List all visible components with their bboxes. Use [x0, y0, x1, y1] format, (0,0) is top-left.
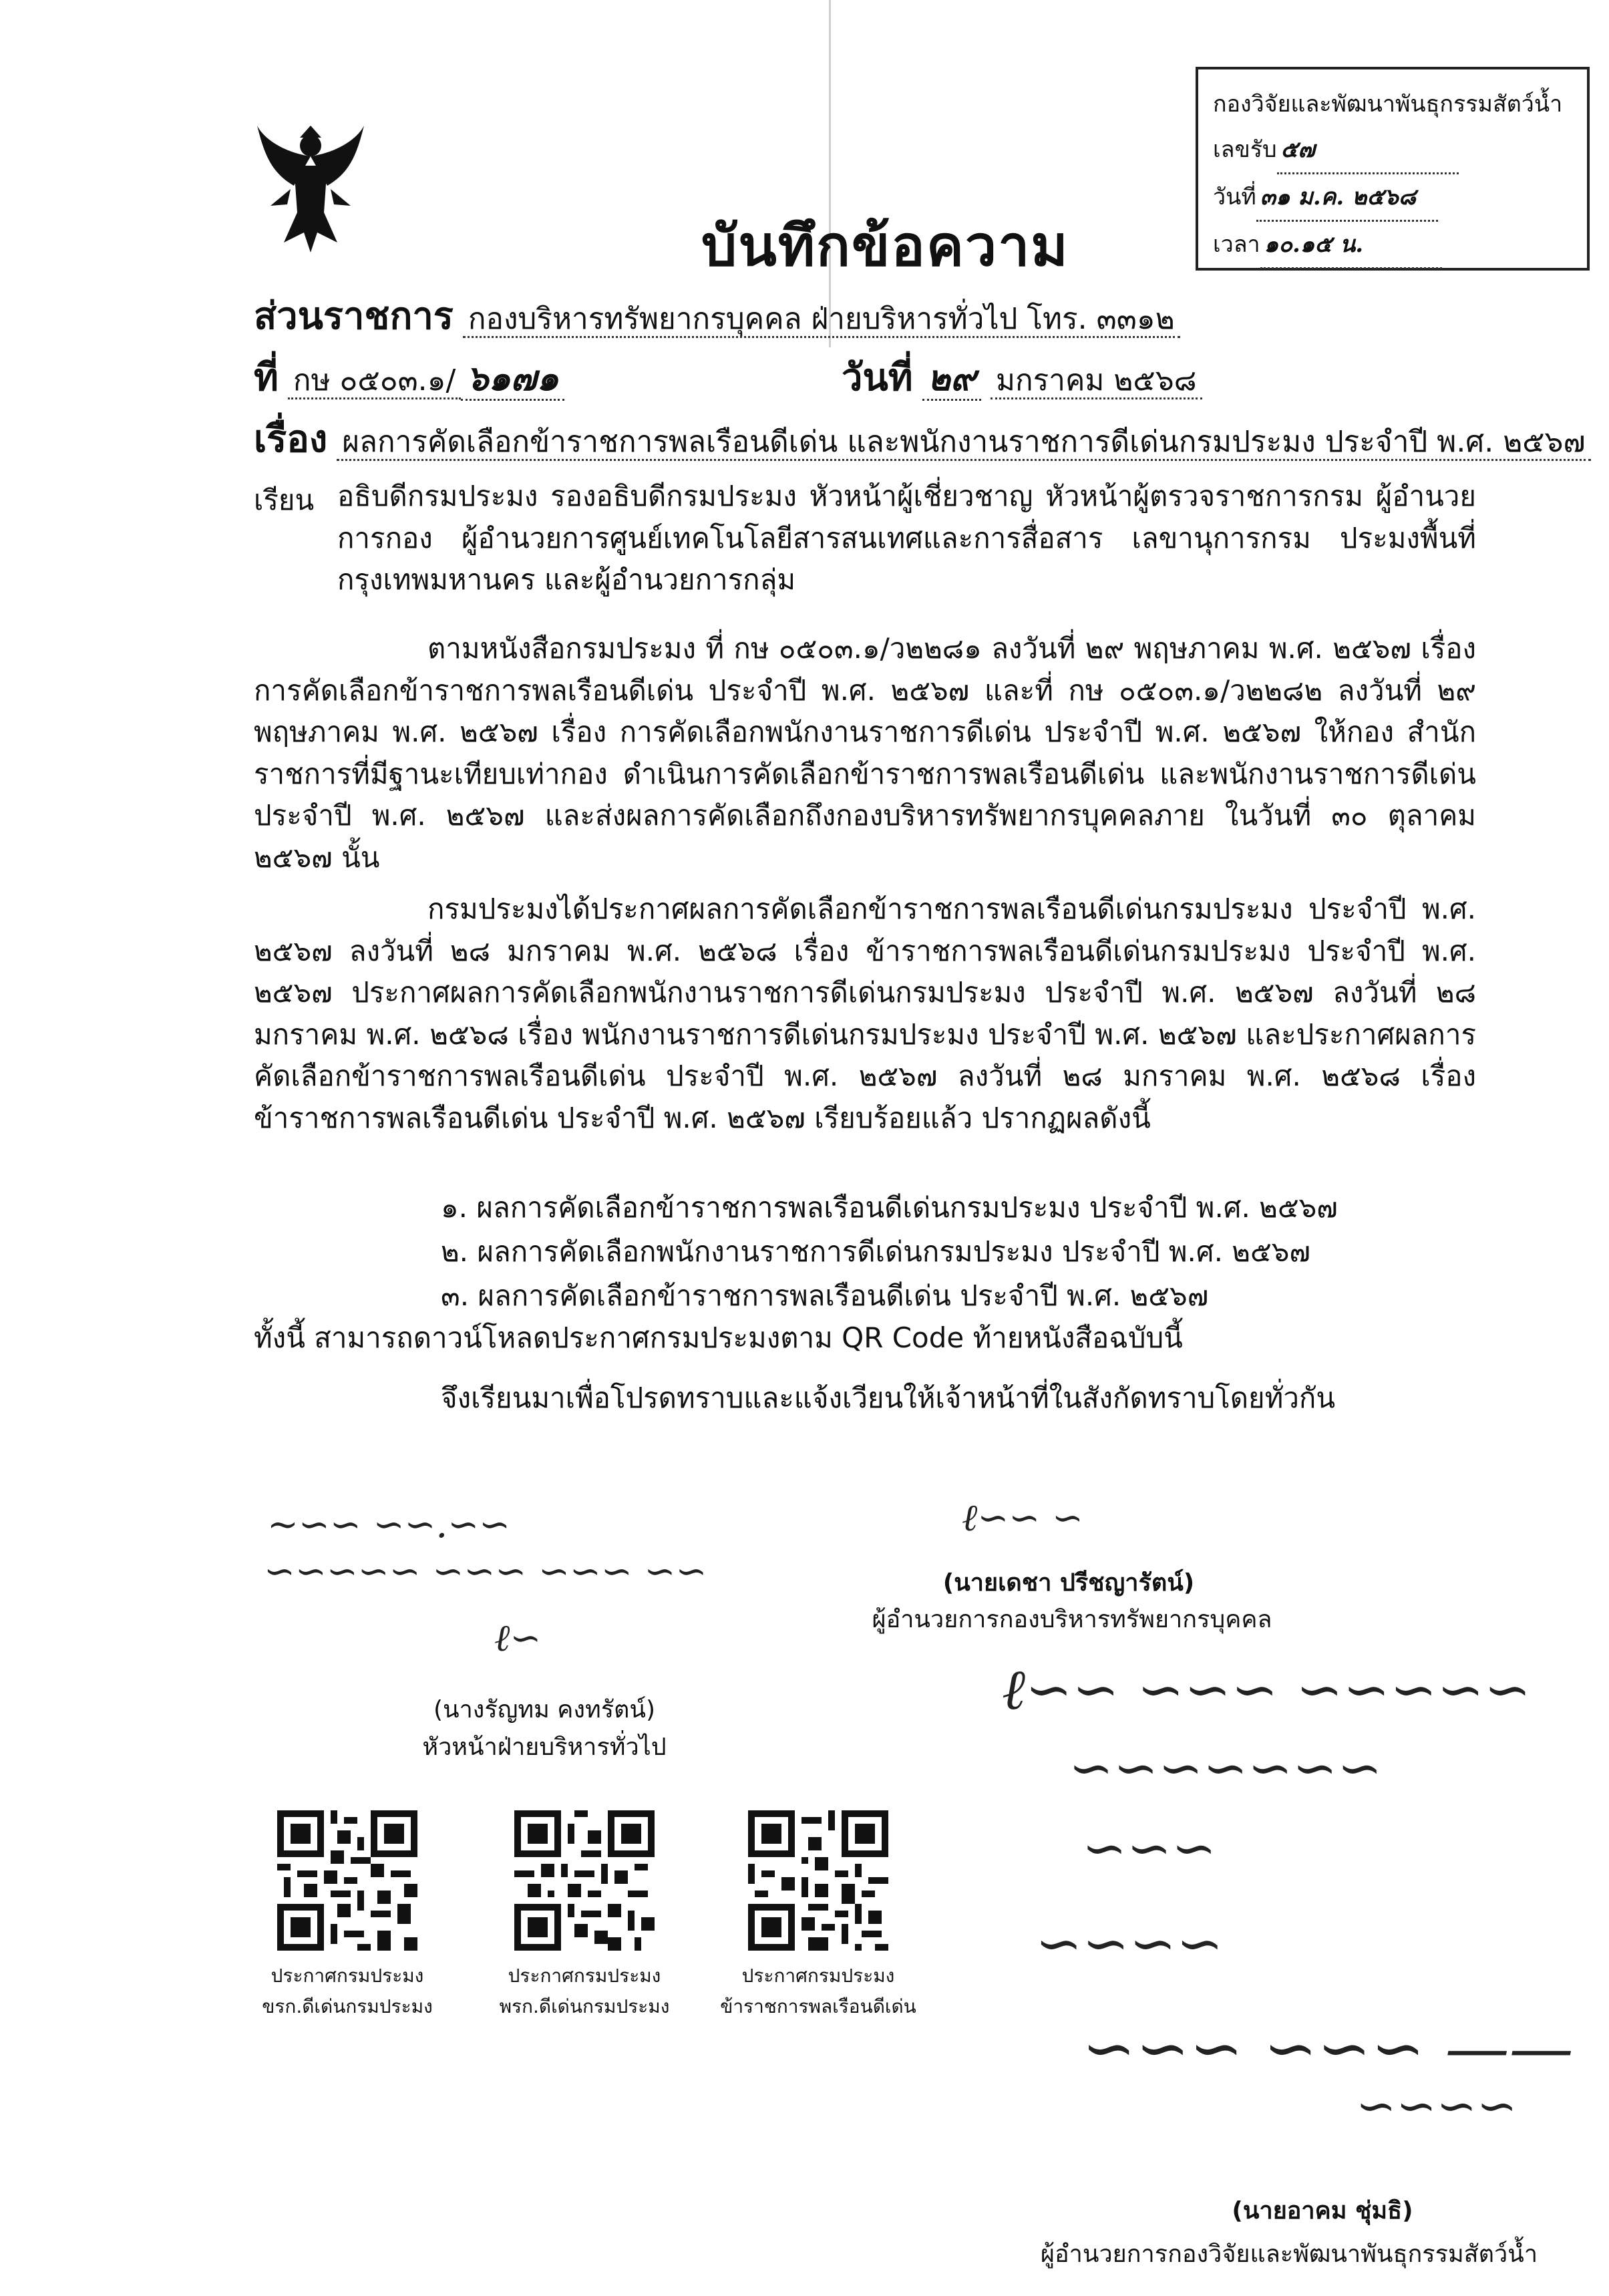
handwritten-endorsement: ∽∽∽∽ [1035, 1911, 1224, 1976]
receive-stamp [1196, 67, 1590, 271]
stamp-time-label: เวลา [1213, 231, 1260, 258]
salutation-label: เรียน [254, 484, 315, 516]
qr-caption-3 [708, 1961, 928, 2022]
list-item: ๓. ผลการคัดเลือกข้าราชการพลเรือนดีเด่น ประจำปี พ.ศ. ๒๕๖๗ [441, 1279, 1209, 1312]
left-signer-name: (นางรัญทม คงทรัตน์) [433, 1696, 656, 1724]
memo-title: บันทึกข้อความ [701, 213, 1069, 279]
handwritten-endorsement: ∽∽∽∽ [1356, 2078, 1517, 2134]
qr-caption-1 [237, 1961, 458, 2022]
stamp-org: กองวิจัยและพัฒนาพันธุกรรมสัตว์น้ำ [1213, 91, 1563, 118]
stamp-receive-no: ๕๗ [1277, 127, 1459, 174]
qr-code-icon[interactable] [514, 1810, 655, 1951]
handwritten-endorsement: ∽∽∽ [1082, 1817, 1217, 1879]
paragraph-1: ตามหนังสือกรมประมง ที่ กษ ๐๕๐๓.๑/ว๒๒๘๑ ลงวันที่ ๒๙ พฤษภาคม พ.ศ. ๒๕๖๗ เรื่อง การคัดเลือกข้าราชการพลเรือนดีเด่น ประจำปี พ.ศ. ๒๕๖๗ และที่ กษ ๐๕๐๓.๑/ว๒๒๘๒ ลงวันที่ ๒๙ พฤษภาคม พ.ศ. ๒๕๖๗ เรื่อง การคัดเลือกพนักงานราชการดีเด่น ประจำปี พ.ศ. ๒๕๖๗ ให้กอง สำนักราชการที่มีฐานะเทียบเท่ากอง ดำเนินการคัดเลือกข้าราชการพลเรือนดีเด่น และพนักงานราชการดีเด่น ประจำปี พ.ศ. ๒๕๖๗ และส่งผลการคัดเลือกถึงกองบริหารทรัพยากรบุคคลภาย ในวันที่ ๓๐ ตุลาคม ๒๕๖๗ นั้น [254, 632, 1476, 874]
right-signer-position: ผู้อำนวยการกองบริหารทรัพยากรบุคคล [872, 1606, 1272, 1633]
list-item: ๑. ผลการคัดเลือกข้าราชการพลเรือนดีเด่นกรมประมง ประจำปี พ.ศ. ๒๕๖๗ [441, 1191, 1338, 1224]
bottom-signature-mark: ∽∽∽ ∽∽∽ —— [1082, 2011, 1574, 2086]
paragraph-2: กรมประมงได้ประกาศผลการคัดเลือกข้าราชการพลเรือนดีเด่นกรมประมง ประจำปี พ.ศ. ๒๕๖๗ ลงวันที่ ๒๘ มกราคม พ.ศ. ๒๕๖๘ เรื่อง ข้าราชการพลเรือนดีเด่นกรมประมง ประจำปี พ.ศ. ๒๕๖๗ ประกาศผลการคัดเลือกพนักงานราชการดีเด่นกรมประมง ประจำปี พ.ศ. ๒๕๖๗ ลงวันที่ ๒๘ มกราคม พ.ศ. ๒๕๖๘ เรื่อง พนักงานราชการดีเด่นกรมประมง ประจำปี พ.ศ. ๒๕๖๗ และประกาศผลการคัดเลือกข้าราชการพลเรือนดีเด่น ประจำปี พ.ศ. ๒๕๖๗ ลงวันที่ ๒๘ มกราคม พ.ศ. ๒๕๖๘ เรื่อง ข้าราชการพลเรือนดีเด่น ประจำปี พ.ศ. ๒๕๖๗ เรียบร้อยแล้ว ปรากฏผลดังนี้ [254, 892, 1476, 1134]
qr-caption-line: ขรก.ดีเด่นกรมประมง [262, 1995, 433, 2017]
right-signature-mark: ℓ∽∽ ∽ [962, 1496, 1083, 1540]
date-label: วันที่ [842, 356, 913, 399]
agency-value: กองบริหารทรัพยากรบุคคล ฝ่ายบริหารทั่วไป โทร. ๓๓๑๒ [463, 302, 1180, 338]
ref-label: ที่ [254, 356, 279, 399]
download-note: ทั้งนี้ สามารถดาวน์โหลดประกาศกรมประมงตาม QR Code ท้ายหนังสือฉบับนี้ [254, 1321, 1183, 1354]
qr-code-icon[interactable] [277, 1810, 417, 1951]
qr-caption-line: ประกาศกรมประมง [741, 1965, 895, 1987]
bottom-signer-position: ผู้อำนวยการกองวิจัยและพัฒนาพันธุกรรมสัตว์น้ำ [1040, 2241, 1538, 2268]
garuda-emblem-icon [257, 126, 364, 253]
handwritten-endorsement: ℓ∽∽ ∽∽∽ ∽∽∽∽∽ [1002, 1657, 1532, 1722]
handwritten-note-signature: ~∽∽ ∽∽.∽∽ [267, 1503, 511, 1546]
date-rest: มกราคม ๒๕๖๘ [991, 363, 1202, 399]
agency-line [254, 286, 1180, 345]
handwritten-note-signature: ∽∽∽∽∽ ∽∽∽ ∽∽∽ ∽∽ [264, 1550, 707, 1593]
left-signature-mark: ℓ∽ [494, 1617, 542, 1660]
left-signer-position: หัวหน้าฝ่ายบริหารทั่วไป [422, 1734, 667, 1761]
list-item: ๒. ผลการคัดเลือกพนักงานราชการดีเด่นกรมประมง ประจำปี พ.ศ. ๒๕๖๗ [441, 1235, 1310, 1268]
qr-caption-line: ประกาศกรมประมง [508, 1965, 661, 1987]
date-day: ๒๙ [922, 358, 981, 401]
salutation-text: อธิบดีกรมประมง รองอธิบดีกรมประมง หัวหน้าผู้เชี่ยวชาญ หัวหน้าผู้ตรวจราชการกรม ผู้อำนวยการกอง ผู้อำนวยการศูนย์เทคโนโลยีสารสนเทศและการสื่อสาร เลขานุการกรม ประมงพื้นที่กรุงเทพมหานคร และผู้อำนวยการกลุ่ม [337, 480, 1476, 596]
bottom-signer-name: (นายอาคม ชุ่มธิ) [1232, 2197, 1413, 2225]
stamp-receive-label: เลขรับ [1213, 136, 1277, 163]
handwritten-endorsement: ∽∽∽∽∽∽∽ [1069, 1737, 1383, 1799]
subject-value: ผลการคัดเลือกข้าราชการพลเรือนดีเด่น และพนักงานราชการดีเด่นกรมประมง ประจำปี พ.ศ. ๒๕๖๗ [337, 425, 1590, 461]
qr-caption-line: ประกาศกรมประมง [271, 1965, 424, 1987]
ref-number: ๖๑๗๑ [461, 358, 564, 401]
stamp-date-label: วันที่ [1213, 184, 1256, 210]
qr-code-icon[interactable] [748, 1810, 888, 1951]
qr-caption-2 [474, 1961, 695, 2022]
subject-label: เรื่อง [254, 418, 328, 461]
reference-line [254, 347, 564, 407]
date-line [842, 347, 1202, 407]
ref-prefix: กษ ๐๕๐๓.๑/ [288, 363, 461, 399]
qr-caption-line: ข้าราชการพลเรือนดีเด่น [720, 1995, 916, 2017]
agency-label: ส่วนราชการ [254, 295, 454, 338]
stamp-date: ๓๑ ม.ค. ๒๕๖๘ [1256, 174, 1438, 222]
closing-line: จึงเรียนมาเพื่อโปรดทราบและแจ้งเวียนให้เจ้าหน้าที่ในสังกัดทราบโดยทั่วกัน [441, 1381, 1336, 1414]
subject-line [254, 409, 1591, 468]
stamp-time: ๑๐.๑๕ น. [1260, 222, 1442, 269]
qr-caption-line: พรก.ดีเด่นกรมประมง [499, 1995, 670, 2017]
right-signer-name: (นายเดชา ปรีชญารัตน์) [942, 1569, 1195, 1597]
